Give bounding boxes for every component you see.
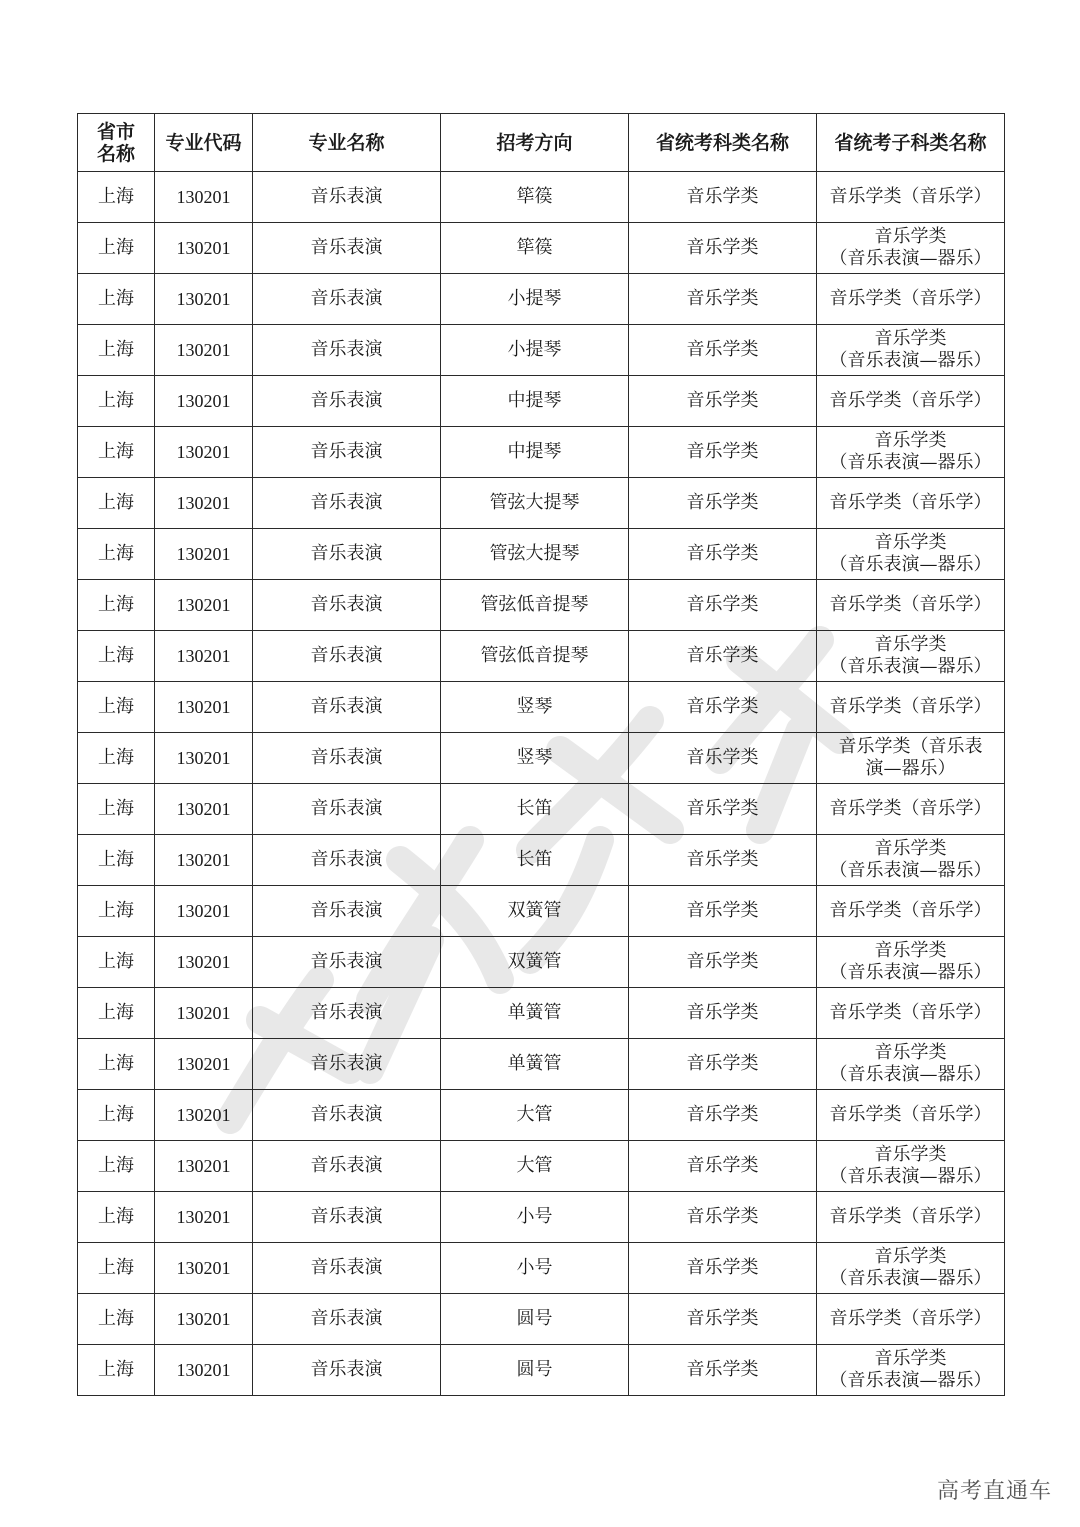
cell-direction: 圆号 xyxy=(441,1345,629,1396)
cell-direction: 筚篌 xyxy=(441,223,629,274)
cell-exam-category: 音乐学类 xyxy=(629,1141,817,1192)
cell-province-name: 上海 xyxy=(78,478,155,529)
cell-major-name: 音乐表演 xyxy=(253,427,441,478)
cell-direction: 管弦大提琴 xyxy=(441,529,629,580)
cell-exam-category: 音乐学类 xyxy=(629,325,817,376)
cell-exam-category: 音乐学类 xyxy=(629,172,817,223)
cell-major-code: 130201 xyxy=(155,1141,253,1192)
cell-major-code: 130201 xyxy=(155,478,253,529)
cell-major-code: 130201 xyxy=(155,223,253,274)
cell-province-name: 上海 xyxy=(78,376,155,427)
cell-exam-subcategory: 音乐学类 （音乐表演—器乐） xyxy=(817,529,1005,580)
cell-exam-category: 音乐学类 xyxy=(629,1345,817,1396)
table-row xyxy=(78,1243,1005,1294)
cell-exam-category: 音乐学类 xyxy=(629,529,817,580)
cell-major-code: 130201 xyxy=(155,172,253,223)
cell-major-code: 130201 xyxy=(155,1243,253,1294)
table-header xyxy=(78,114,1005,172)
table-row xyxy=(78,1090,1005,1141)
header-direction: 招考方向 xyxy=(441,114,629,172)
table-row xyxy=(78,937,1005,988)
admissions-table xyxy=(77,113,1005,1396)
cell-exam-category: 音乐学类 xyxy=(629,1294,817,1345)
cell-major-name: 音乐表演 xyxy=(253,631,441,682)
cell-province-name: 上海 xyxy=(78,1243,155,1294)
cell-province-name: 上海 xyxy=(78,1039,155,1090)
cell-exam-category: 音乐学类 xyxy=(629,1039,817,1090)
cell-direction: 管弦大提琴 xyxy=(441,478,629,529)
header-exam-category: 省统考科类名称 xyxy=(629,114,817,172)
cell-major-code: 130201 xyxy=(155,937,253,988)
cell-province-name: 上海 xyxy=(78,1345,155,1396)
table-row xyxy=(78,784,1005,835)
table-row xyxy=(78,988,1005,1039)
cell-province-name: 上海 xyxy=(78,835,155,886)
cell-major-code: 130201 xyxy=(155,1192,253,1243)
cell-major-code: 130201 xyxy=(155,886,253,937)
cell-major-code: 130201 xyxy=(155,835,253,886)
cell-direction: 竖琴 xyxy=(441,682,629,733)
cell-major-name: 音乐表演 xyxy=(253,1345,441,1396)
cell-major-name: 音乐表演 xyxy=(253,682,441,733)
cell-exam-subcategory: 音乐学类（音乐表 演—器乐） xyxy=(817,733,1005,784)
cell-major-code: 130201 xyxy=(155,784,253,835)
header-major-code: 专业代码 xyxy=(155,114,253,172)
cell-province-name: 上海 xyxy=(78,1141,155,1192)
cell-major-name: 音乐表演 xyxy=(253,325,441,376)
cell-direction: 小提琴 xyxy=(441,325,629,376)
cell-exam-subcategory: 音乐学类 （音乐表演—器乐） xyxy=(817,325,1005,376)
cell-direction: 小号 xyxy=(441,1192,629,1243)
cell-exam-category: 音乐学类 xyxy=(629,223,817,274)
cell-province-name: 上海 xyxy=(78,172,155,223)
cell-major-name: 音乐表演 xyxy=(253,937,441,988)
table-body xyxy=(78,172,1005,1396)
cell-direction: 长笛 xyxy=(441,835,629,886)
cell-exam-subcategory: 音乐学类（音乐学） xyxy=(817,886,1005,937)
cell-exam-subcategory: 音乐学类 （音乐表演—器乐） xyxy=(817,937,1005,988)
cell-exam-category: 音乐学类 xyxy=(629,427,817,478)
table-row xyxy=(78,274,1005,325)
table-row xyxy=(78,427,1005,478)
table-row xyxy=(78,1039,1005,1090)
cell-province-name: 上海 xyxy=(78,1294,155,1345)
cell-major-name: 音乐表演 xyxy=(253,1039,441,1090)
cell-exam-category: 音乐学类 xyxy=(629,682,817,733)
cell-major-code: 130201 xyxy=(155,1090,253,1141)
cell-province-name: 上海 xyxy=(78,1090,155,1141)
cell-province-name: 上海 xyxy=(78,1192,155,1243)
cell-major-code: 130201 xyxy=(155,631,253,682)
table-row xyxy=(78,886,1005,937)
cell-major-name: 音乐表演 xyxy=(253,1243,441,1294)
cell-province-name: 上海 xyxy=(78,427,155,478)
cell-major-name: 音乐表演 xyxy=(253,223,441,274)
cell-major-code: 130201 xyxy=(155,376,253,427)
cell-major-code: 130201 xyxy=(155,529,253,580)
footer-brand: 高考直通车 xyxy=(936,1479,1052,1504)
cell-exam-subcategory: 音乐学类（音乐学） xyxy=(817,172,1005,223)
cell-major-code: 130201 xyxy=(155,580,253,631)
cell-exam-subcategory: 音乐学类 （音乐表演—器乐） xyxy=(817,631,1005,682)
cell-province-name: 上海 xyxy=(78,784,155,835)
cell-exam-category: 音乐学类 xyxy=(629,835,817,886)
cell-province-name: 上海 xyxy=(78,988,155,1039)
cell-exam-category: 音乐学类 xyxy=(629,988,817,1039)
cell-major-name: 音乐表演 xyxy=(253,172,441,223)
cell-exam-subcategory: 音乐学类（音乐学） xyxy=(817,988,1005,1039)
cell-exam-category: 音乐学类 xyxy=(629,1090,817,1141)
cell-province-name: 上海 xyxy=(78,274,155,325)
cell-exam-category: 音乐学类 xyxy=(629,937,817,988)
cell-direction: 小提琴 xyxy=(441,274,629,325)
cell-exam-subcategory: 音乐学类（音乐学） xyxy=(817,478,1005,529)
cell-major-name: 音乐表演 xyxy=(253,835,441,886)
cell-direction: 长笛 xyxy=(441,784,629,835)
cell-exam-category: 音乐学类 xyxy=(629,580,817,631)
cell-major-code: 130201 xyxy=(155,1039,253,1090)
cell-exam-subcategory: 音乐学类 （音乐表演—器乐） xyxy=(817,427,1005,478)
cell-exam-subcategory: 音乐学类（音乐学） xyxy=(817,1294,1005,1345)
cell-province-name: 上海 xyxy=(78,529,155,580)
table-row xyxy=(78,580,1005,631)
cell-exam-subcategory: 音乐学类（音乐学） xyxy=(817,376,1005,427)
cell-exam-subcategory: 音乐学类（音乐学） xyxy=(817,580,1005,631)
table-row xyxy=(78,478,1005,529)
table-row xyxy=(78,1141,1005,1192)
table-row xyxy=(78,682,1005,733)
cell-direction: 中提琴 xyxy=(441,427,629,478)
cell-exam-category: 音乐学类 xyxy=(629,478,817,529)
header-major-name: 专业名称 xyxy=(253,114,441,172)
cell-major-code: 130201 xyxy=(155,988,253,1039)
cell-direction: 竖琴 xyxy=(441,733,629,784)
cell-major-code: 130201 xyxy=(155,325,253,376)
header-province-name: 省市 名称 xyxy=(78,114,155,172)
cell-exam-subcategory: 音乐学类 （音乐表演—器乐） xyxy=(817,835,1005,886)
cell-direction: 单簧管 xyxy=(441,988,629,1039)
cell-major-code: 130201 xyxy=(155,427,253,478)
cell-major-name: 音乐表演 xyxy=(253,886,441,937)
header-exam-subcategory: 省统考子科类名称 xyxy=(817,114,1005,172)
cell-exam-category: 音乐学类 xyxy=(629,733,817,784)
cell-exam-subcategory: 音乐学类 （音乐表演—器乐） xyxy=(817,223,1005,274)
cell-province-name: 上海 xyxy=(78,682,155,733)
cell-major-name: 音乐表演 xyxy=(253,376,441,427)
cell-exam-category: 音乐学类 xyxy=(629,1192,817,1243)
cell-exam-category: 音乐学类 xyxy=(629,274,817,325)
cell-direction: 管弦低音提琴 xyxy=(441,631,629,682)
cell-direction: 管弦低音提琴 xyxy=(441,580,629,631)
cell-major-name: 音乐表演 xyxy=(253,478,441,529)
table-row xyxy=(78,529,1005,580)
table-row xyxy=(78,835,1005,886)
cell-major-code: 130201 xyxy=(155,733,253,784)
cell-province-name: 上海 xyxy=(78,937,155,988)
cell-province-name: 上海 xyxy=(78,325,155,376)
cell-major-code: 130201 xyxy=(155,1294,253,1345)
table-row xyxy=(78,631,1005,682)
cell-exam-subcategory: 音乐学类 （音乐表演—器乐） xyxy=(817,1141,1005,1192)
cell-major-code: 130201 xyxy=(155,1345,253,1396)
cell-major-name: 音乐表演 xyxy=(253,733,441,784)
cell-province-name: 上海 xyxy=(78,886,155,937)
cell-exam-category: 音乐学类 xyxy=(629,784,817,835)
cell-direction: 筚篌 xyxy=(441,172,629,223)
cell-major-name: 音乐表演 xyxy=(253,529,441,580)
cell-major-code: 130201 xyxy=(155,274,253,325)
cell-direction: 圆号 xyxy=(441,1294,629,1345)
header-row xyxy=(78,114,1005,172)
cell-direction: 双簧管 xyxy=(441,937,629,988)
cell-exam-subcategory: 音乐学类（音乐学） xyxy=(817,682,1005,733)
cell-direction: 单簧管 xyxy=(441,1039,629,1090)
cell-direction: 大管 xyxy=(441,1090,629,1141)
cell-exam-subcategory: 音乐学类（音乐学） xyxy=(817,1090,1005,1141)
cell-major-name: 音乐表演 xyxy=(253,1192,441,1243)
cell-direction: 小号 xyxy=(441,1243,629,1294)
cell-exam-category: 音乐学类 xyxy=(629,631,817,682)
cell-major-name: 音乐表演 xyxy=(253,1141,441,1192)
cell-province-name: 上海 xyxy=(78,631,155,682)
cell-province-name: 上海 xyxy=(78,733,155,784)
cell-major-name: 音乐表演 xyxy=(253,784,441,835)
table-row xyxy=(78,376,1005,427)
cell-exam-subcategory: 音乐学类 （音乐表演—器乐） xyxy=(817,1243,1005,1294)
table-row xyxy=(78,223,1005,274)
cell-major-name: 音乐表演 xyxy=(253,1294,441,1345)
cell-province-name: 上海 xyxy=(78,223,155,274)
cell-major-name: 音乐表演 xyxy=(253,988,441,1039)
cell-direction: 大管 xyxy=(441,1141,629,1192)
cell-exam-subcategory: 音乐学类（音乐学） xyxy=(817,1192,1005,1243)
table-row xyxy=(78,1345,1005,1396)
cell-major-name: 音乐表演 xyxy=(253,1090,441,1141)
cell-major-code: 130201 xyxy=(155,682,253,733)
cell-exam-category: 音乐学类 xyxy=(629,886,817,937)
cell-exam-subcategory: 音乐学类（音乐学） xyxy=(817,274,1005,325)
cell-major-name: 音乐表演 xyxy=(253,580,441,631)
cell-direction: 双簧管 xyxy=(441,886,629,937)
cell-exam-subcategory: 音乐学类 （音乐表演—器乐） xyxy=(817,1039,1005,1090)
cell-exam-category: 音乐学类 xyxy=(629,376,817,427)
cell-direction: 中提琴 xyxy=(441,376,629,427)
cell-exam-category: 音乐学类 xyxy=(629,1243,817,1294)
table-row xyxy=(78,325,1005,376)
cell-exam-subcategory: 音乐学类（音乐学） xyxy=(817,784,1005,835)
cell-province-name: 上海 xyxy=(78,580,155,631)
table-row xyxy=(78,733,1005,784)
table-row xyxy=(78,172,1005,223)
cell-major-name: 音乐表演 xyxy=(253,274,441,325)
cell-exam-subcategory: 音乐学类 （音乐表演—器乐） xyxy=(817,1345,1005,1396)
table-row xyxy=(78,1192,1005,1243)
table-row xyxy=(78,1294,1005,1345)
